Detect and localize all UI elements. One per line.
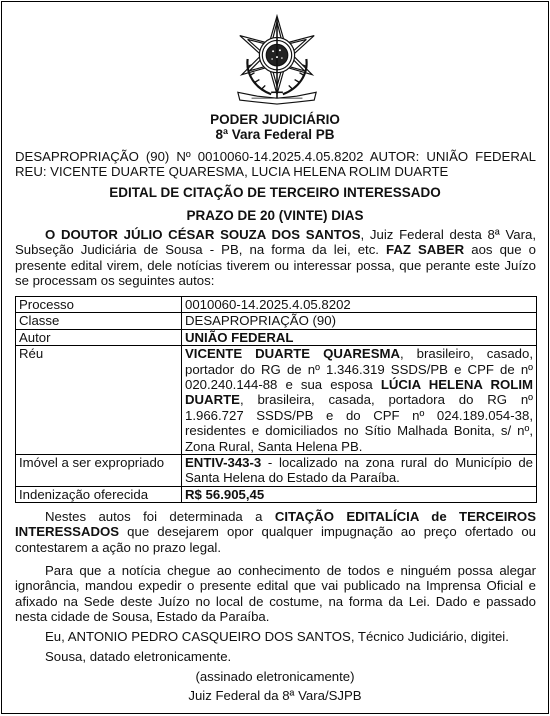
table-row	[16, 297, 537, 313]
paragraph-digitei	[15, 629, 536, 644]
row-label-processo: Processo	[16, 297, 182, 313]
table-row	[16, 329, 537, 345]
table-row	[16, 346, 537, 455]
autor-name: UNIÃO FEDERAL	[185, 329, 294, 345]
judge-name: O DOUTOR JÚLIO CÉSAR SOUZA DOS SANTOS	[45, 227, 361, 242]
signature-role: Juiz Federal da 8ª Vara/SJPB	[188, 688, 362, 703]
row-label-indenizacao: Indenização oferecida	[16, 486, 182, 502]
row-value-processo: 0010060-14.2025.4.05.8202	[182, 297, 537, 313]
reu-name-1: VICENTE DUARTE QUARESMA	[185, 346, 400, 362]
paragraph-citacao	[15, 509, 536, 555]
signature-note: (assinado eletronicamente)	[195, 669, 355, 684]
edital-subtitle: PRAZO DE 20 (VINTE) DIAS	[186, 208, 364, 223]
header-line-2: 8ª Vara Federal PB	[215, 127, 335, 142]
table-row	[16, 313, 537, 329]
citacao-text-a: Nestes autos foi determinada a	[45, 509, 275, 524]
row-label-autor: Autor	[16, 329, 182, 345]
row-value-imovel	[182, 455, 537, 487]
intro-text-1: , Juiz Federal desta 8ª Vara, Subseção Judiciária de Sousa - PB, na forma da lei, etc.	[15, 227, 536, 258]
row-value-classe: DESAPROPRIAÇÃO (90)	[182, 313, 537, 329]
citacao-text-c: que desejarem opor qualquer impugnação ao preço ofertado ou contestarem a ação no prazo legal.	[15, 524, 536, 555]
imovel-text: - localizado na zona rural do Município de Santa Helena do Estado da Paraíba.	[185, 455, 533, 486]
paragraph-data	[15, 649, 536, 664]
indenizacao-value: R$ 56.905,45	[185, 486, 265, 502]
row-label-imovel: Imóvel a ser expropriado	[16, 455, 182, 487]
brasao-da-republica-icon	[228, 14, 326, 106]
row-label-classe: Classe	[16, 313, 182, 329]
case-table	[15, 296, 537, 503]
citacao-bold: CITAÇÃO EDITALÍCIA de TERCEIROS INTERESSADOS	[15, 509, 536, 540]
publicacao-text: Para que a notícia chegue ao conhecimento de todos e ninguém possa alegar ignorância, mandou expedir o presente edital que vai publicado na Imprensa Oficial e afixado na Sede deste Juízo no local de costume, na forma da Lei. Dado e passado nesta cidade de Sousa, Estado da Paraíba.	[15, 563, 536, 625]
faz-saber: FAZ SABER	[386, 242, 465, 258]
reu-name-2: LÚCIA HELENA ROLIM DUARTE	[185, 377, 533, 408]
table-row	[16, 486, 537, 502]
row-value-reu	[182, 346, 537, 455]
digitei-text: Eu, ANTONIO PEDRO CASQUEIRO DOS SANTOS, Técnico Judiciário, digitei.	[45, 629, 509, 644]
process-line: DESAPROPRIAÇÃO (90) Nº 0010060-14.2025.4.05.8202 AUTOR: UNIÃO FEDERAL REU: VICENTE DUARTE QUARESMA, LUCIA HELENA ROLIM DUARTE	[15, 149, 536, 180]
edital-page	[1, 1, 549, 714]
row-value-autor	[182, 329, 537, 345]
paragraph-publicacao	[15, 563, 536, 625]
imovel-code: ENTIV-343-3	[185, 455, 262, 471]
intro-text-2: aos que o presente edital virem, dele notícias tiverem ou interessar possa, que perante este Juízo se processam os seguintes autos:	[15, 242, 537, 289]
intro-paragraph	[15, 227, 536, 289]
table-row	[16, 455, 537, 487]
row-label-reu: Réu	[16, 346, 182, 455]
header-line-1: PODER JUDICIÁRIO	[210, 112, 340, 127]
data-text: Sousa, datado eletronicamente.	[45, 649, 232, 664]
row-value-indenizacao	[182, 486, 537, 502]
edital-title: EDITAL DE CITAÇÃO DE TERCEIRO INTERESSADO	[109, 185, 441, 200]
reu-text-1: , brasileiro, casado, portador do RG de nº 1.346.319 SSDS/PB e CPF de nº 020.240.144-88 e sua esposa	[185, 346, 533, 393]
reu-text-2: , brasileira, casada, portadora do RG nº 1.966.727 SSDS/PB e do CPF nº 024.189.054-38, residentes e domiciliados no Sítio Malhada Bonita, s/ nº, Zona Rural, Santa Helena PB.	[185, 392, 533, 454]
